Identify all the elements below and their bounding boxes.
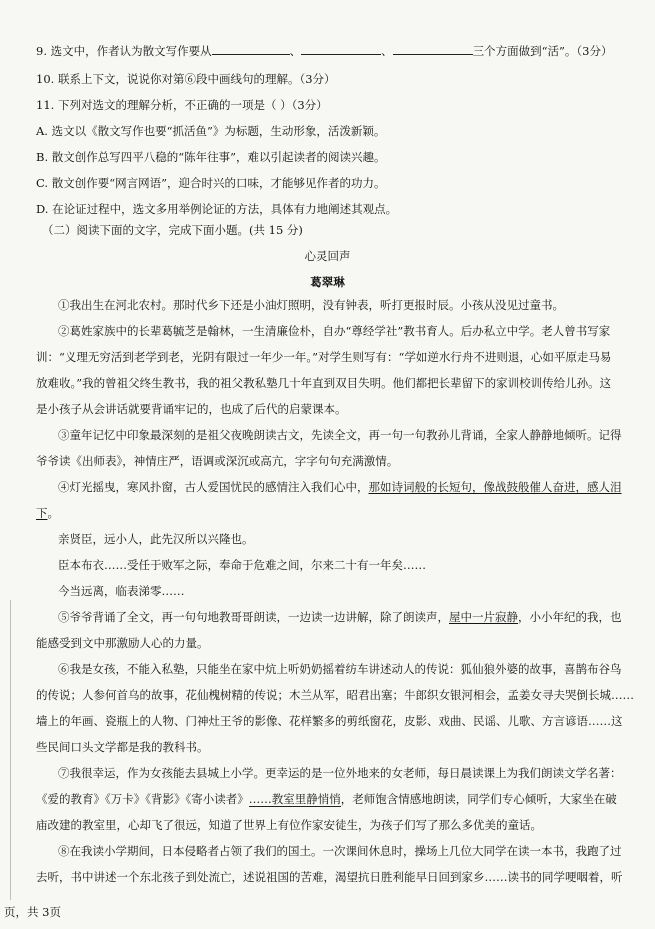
section-heading: （二）阅读下面的文字，完成下面小题。(共 15 分) <box>42 223 303 237</box>
answer-blank-2[interactable] <box>301 42 381 55</box>
paragraph-2-line-2: 训：“义理无穷活到老学到老，光阴有限过一年少一年。”对学生则写有：“学如逆水行舟不进则退，心如平原走马易 <box>36 350 612 364</box>
article-title: 心灵回声 <box>304 249 351 263</box>
paragraph-4-line-1 <box>58 479 632 495</box>
answer-blank-1[interactable] <box>212 42 290 55</box>
underlined-classroom-phrase: ……教室里静悄悄 <box>248 792 341 806</box>
quote-line-1: 亲贤臣，远小人，此先汉所以兴隆也。 <box>58 532 254 546</box>
paragraph-5-line-1 <box>58 609 632 625</box>
paragraph-4-line-2 <box>36 505 632 521</box>
option-c: C. 散文创作要“网言网语”，迎合时兴的口味，才能够见作者的功力。 <box>36 176 386 190</box>
paragraph-6-line-3: 墙上的年画、瓷瓶上的人物、门神灶王爷的影像、花样繁多的剪纸窗花，皮影、戏曲、民谣、儿歌、方言谚语……这 <box>36 714 623 728</box>
page-footer: 页，共 3页 <box>4 905 61 919</box>
underlined-sentence-end: 下 <box>36 506 48 520</box>
answer-blank-3[interactable] <box>393 42 473 55</box>
question-10: 10. 联系上下文，说说你对第⑥段中画线句的理解。（3分） <box>36 72 336 86</box>
paragraph-7-books: 《爱的教育》《万卡》《背影》《寄小读者》 <box>36 792 249 806</box>
option-a: A. 选文以《散文写作也要“抓活鱼”》为标题，生动形象，活泼新颖。 <box>36 124 386 138</box>
question-11-stem: 11. 下列对选文的理解分析，不正确的一项是（ ）（3分） <box>36 98 328 112</box>
paragraph-2-line-4: 是小孩子从会讲话就要背诵牢记的，也成了后代的启蒙课本。 <box>36 402 347 416</box>
paragraph-7-line-2 <box>36 791 632 807</box>
paragraph-7-line-1: ⑦我很幸运，作为女孩能去县城上小学。更幸运的是一位外地来的女老师，每日晨读课上为我们朗读文学名著： <box>58 766 622 780</box>
question-9-sep-2: 、 <box>381 44 393 58</box>
quote-line-2: 臣本布衣……受任于败军之际，奉命于危难之间，尔来二十有一年矣…… <box>58 558 426 572</box>
paragraph-6-line-1: ⑥我是女孩，不能入私塾，只能坐在家中炕上听奶奶摇着纺车讲述动人的传说：狐仙狼外婆的故事，喜鹊布谷鸟 <box>58 662 622 676</box>
option-b: B. 散文创作总写四平八稳的“陈年往事”，难以引起读者的阅读兴趣。 <box>36 150 386 164</box>
paragraph-1-line: ①我出生在河北农村。那时代乡下还是小油灯照明，没有钟表，听打更报时辰。小孩从没见过童书。 <box>58 298 564 312</box>
question-9-sep-1: 、 <box>289 44 302 58</box>
paragraph-2-line-1: ②葛姓家族中的长辈葛毓芝是翰林，一生清廉俭朴，自办“尊经学社”教书育人。后办私立中学。老人曾书写家 <box>58 324 611 338</box>
paragraph-8-line-1: ⑧在我读小学期间，日本侵略者占领了我们的国土。一次课间休息时，操场上几位大同学在读一本书，我跑了过 <box>58 844 622 858</box>
paragraph-3-line-2: 爷爷读《出师表》，神情庄严，语调或深沉或高亢，字字句句充满激情。 <box>36 454 399 468</box>
quote-line-3: 今当远离，临表涕零…… <box>58 584 185 598</box>
question-9-text-b: 三个方面做到“活”。（3分） <box>472 44 613 58</box>
paragraph-5-line-2: 能感受到文中那激励人心的力量。 <box>36 636 209 650</box>
paragraph-2-line-3: 放难收。”我的曾祖父终生教书，我的祖父教私塾几十年直到双目失明。他们都把长辈留下的家训校训传给儿孙。这 <box>36 376 612 390</box>
paragraph-5-text-a: ⑤爷爷背诵了全文，再一句句地教哥哥朗读，一边读一边讲解，除了朗读声， <box>58 610 449 624</box>
option-d: D. 在论证过程中，选文多用举例论证的方法，具体有力地阐述其观点。 <box>36 202 398 216</box>
question-9 <box>36 42 636 59</box>
underlined-sentence: 那如诗词般的长短句，像战鼓般催人奋进，感人泪 <box>368 480 622 494</box>
paragraph-3-line-1: ③童年记忆中印象最深刻的是祖父夜晚朗读古文，先读全文，再一句一句教孙儿背诵，全家人静静地倾听。记得 <box>58 428 622 442</box>
paragraph-6-line-2: 的传说；人参何首乌的故事，花仙槐树精的传说；木兰从军，昭君出塞；牛郎织女银河相会，孟姜女寻夫哭倒长城…… <box>36 688 634 702</box>
paragraph-5-text-b: ，小小年纪的我，也 <box>518 610 622 624</box>
paragraph-8-line-2: 去听，书中讲述一个东北孩子到处流亡，述说祖国的苦难，渴望抗日胜利能早日回到家乡……读书的同学哽咽着，听 <box>36 870 623 884</box>
question-9-text-a: 9. 选文中，作者认为散文写作要从 <box>36 44 212 58</box>
binding-margin-line <box>10 600 11 900</box>
paragraph-7-text-c: ，老师饱含情感地朗读，同学们专心倾听，大家坐在破 <box>340 792 617 806</box>
paragraph-4-text: ④灯光摇曳，寒风扑窗，古人爱国忧民的感情注入我们心中， <box>58 480 369 494</box>
paragraph-4-period: 。 <box>47 506 59 520</box>
article-author: 葛翠琳 <box>310 275 345 289</box>
paragraph-6-line-4: 些民间口头文学都是我的教科书。 <box>36 740 209 754</box>
underlined-phrase: 屋中一片寂静 <box>449 610 518 624</box>
paragraph-7-line-3: 庙改建的教室里，心却飞了很远，知道了世界上有位作家安徒生，为孩子们写了那么多优美的童话。 <box>36 818 542 832</box>
